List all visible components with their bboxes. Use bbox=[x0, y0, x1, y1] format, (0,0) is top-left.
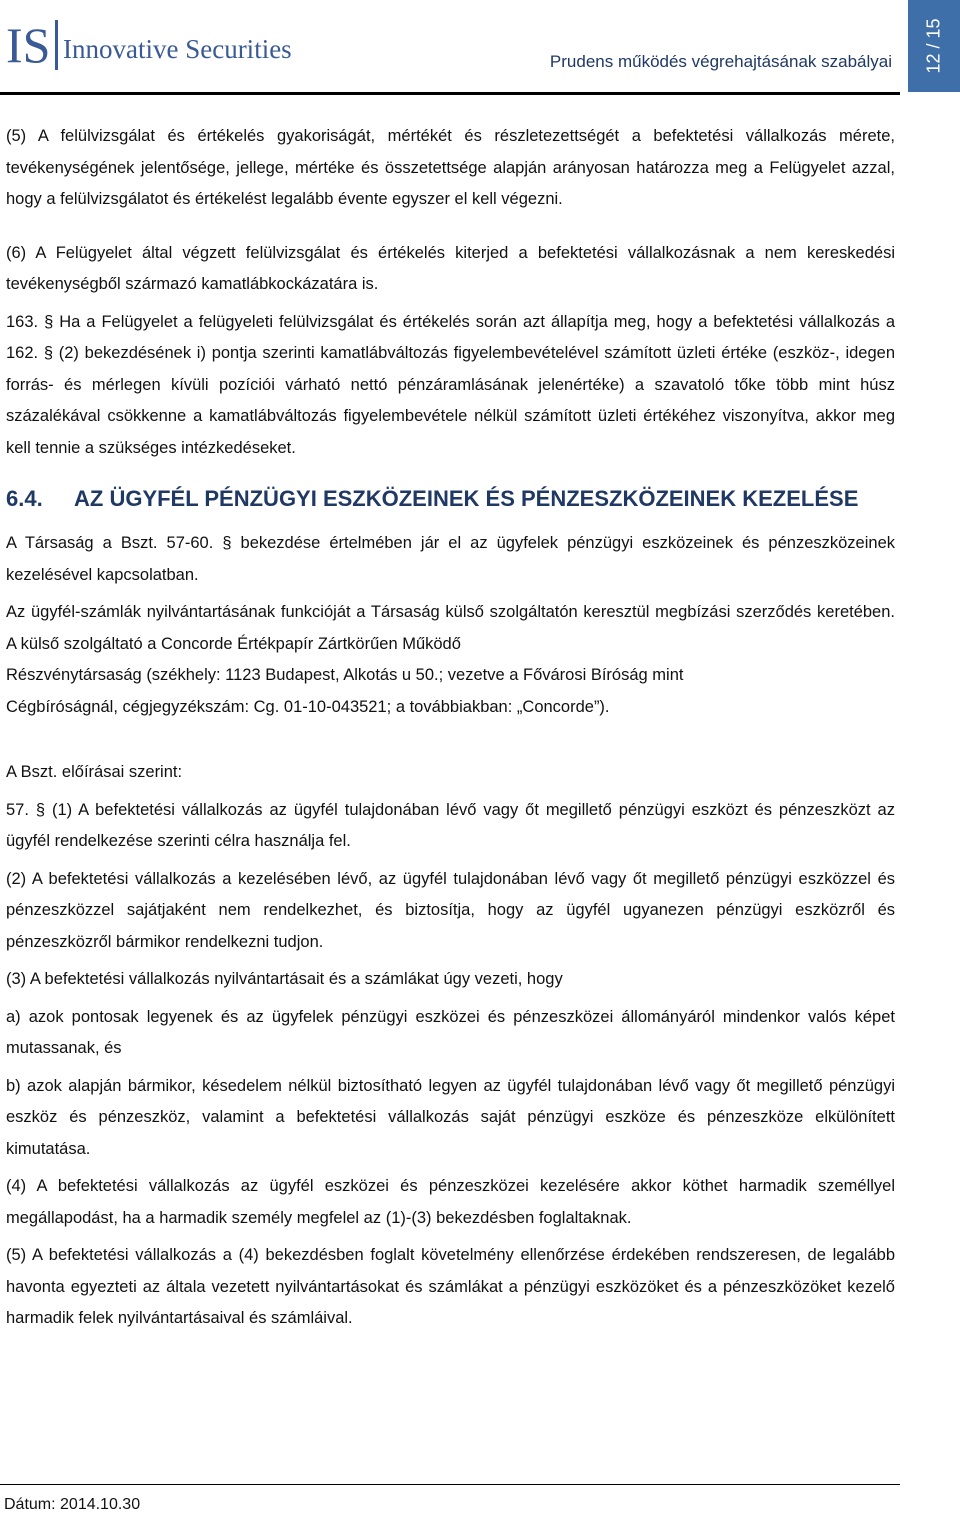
footer-divider bbox=[0, 1484, 900, 1485]
section-57-3a: a) azok pontosak legyenek és az ügyfelek pénzügyi eszközei és pénzeszközei állományáról mindenkor valós képet mutassanak, és bbox=[6, 1007, 895, 1057]
page-header bbox=[0, 0, 960, 92]
section-intro: A Társaság a Bszt. 57-60. § bekezdése értelmében jár el az ügyfelek pénzügyi eszközeinek és pénzeszközeinek kezelésével kapcsolatban. bbox=[6, 534, 895, 584]
section-57-3b: b) azok alapján bármikor, késedelem nélkül biztosítható legyen az ügyfél tulajdonában lévő vagy őt megillető pénzügyi eszköz és pénzeszköz, valamint a befektetési vállalkozás saját pénzügyi eszköze és pénzeszköze elkülönített kimutatása. bbox=[6, 1076, 895, 1158]
company-logo bbox=[6, 18, 336, 74]
section-57-5: (5) A befektetési vállalkozás a (4) bekezdésben foglalt követelmény ellenőrzése érdekében rendszeresen, de legalább havonta egyezteti az általa vezetett nyilvántartásokat és számlákat a pénzügyi eszközöket és a pénzeszközöket kezelő harmadik felek nyilvántartásaival és számláival. bbox=[6, 1246, 895, 1327]
footer-date: Dátum: 2014.10.30 bbox=[4, 1496, 141, 1513]
paragraph-6: (6) A Felügyelet által végzett felülvizsgálat és értékelés kiterjed a befektetési vállalkozásnak a nem kereskedési tevékenységből származó kamatlábkockázatára is. bbox=[6, 243, 895, 293]
section-heading bbox=[6, 482, 895, 516]
section-title: AZ ÜGYFÉL PÉNZÜGYI ESZKÖZEINEK ÉS PÉNZESZKÖZEINEK KEZELÉSE bbox=[74, 486, 859, 511]
concorde-paragraph-line-1: Az ügyfél-számlák nyilvántartásának funkcióját a Társaság külső szolgáltatón keresztül megbízási szerződés keretében. A külső szolgáltató a Concorde Értékpapír Zártkörűen Működő bbox=[6, 603, 895, 653]
section-57-4: (4) A befektetési vállalkozás az ügyfél eszközei és pénzeszközei kezelésére akkor köthet harmadik személlyel megállapodást, ha a harmadik személy megfelel az (1)-(3) bekezdésben foglaltaknak. bbox=[6, 1177, 895, 1227]
logo-divider bbox=[55, 20, 58, 70]
paragraph-163: 163. § Ha a Felügyelet a felügyeleti felülvizsgálat és értékelés során azt állapítja meg, hogy a befektetési vállalkozás a 162. § (2) bekezdésének i) pontja szerinti kamatlábváltozás figyelembevételével számított üzleti értéke (eszköz-, idegen forrás- és mérlegen kívüli pozíciói várható nettó pénzáramlásának jelenértéke) a szavatoló tőke több mint húsz százalékával csökkenne a kamatlábváltozás figyelembevétele nélkül számított üzleti értékéhez viszonyítva, akkor meg kell tennie a szükséges intézkedéseket. bbox=[6, 312, 895, 457]
logo-text: Innovative Securities bbox=[63, 34, 292, 64]
bszt-intro: A Bszt. előírásai szerint: bbox=[6, 763, 183, 781]
document-body bbox=[6, 121, 895, 1341]
page-number: 12 / 15 bbox=[923, 18, 944, 74]
page-number-tab bbox=[908, 0, 960, 92]
section-57-1: 57. § (1) A befektetési vállalkozás az ügyfél tulajdonában lévő vagy őt megillető pénzügyi eszközt és pénzeszközt az ügyfél rendelkezése szerinti célra használja fel. bbox=[6, 800, 895, 850]
document-title: Prudens működés végrehajtásának szabályai bbox=[549, 52, 892, 71]
header-divider bbox=[0, 92, 900, 95]
concorde-paragraph-line-2: Részvénytársaság (székhely: 1123 Budapest, Alkotás u 50.; vezetve a Fővárosi Bíróság mint bbox=[6, 666, 684, 684]
concorde-paragraph-line-3: Cégbíróságnál, cégjegyzékszám: Cg. 01-10-043521; a továbbiakban: „Concorde”). bbox=[6, 697, 610, 716]
logo-graphic bbox=[6, 18, 336, 74]
section-number: 6.4. bbox=[6, 486, 43, 511]
logo-initials: IS bbox=[6, 18, 51, 73]
section-57-2: (2) A befektetési vállalkozás a kezelésében lévő, az ügyfél tulajdonában lévő vagy őt megillető pénzügyi eszközzel és pénzeszközzel sajátjaként nem rendelkezhet, és biztosítja, hogy az ügyfél ugyanezen pénzügyi eszközről és pénzeszközről bármikor rendelkezni tudjon. bbox=[6, 869, 895, 951]
paragraph-5: (5) A felülvizsgálat és értékelés gyakoriságát, mértékét és részletezettségét a befektetési vállalkozás mérete, tevékenységének jelentősége, jellege, mértéke és összetettsége alapján arányosan határozza meg a Felügyelet azzal, hogy a felülvizsgálatot és értékelést legalább évente egyszer el kell végezni. bbox=[6, 127, 895, 208]
section-57-3: (3) A befektetési vállalkozás nyilvántartásait és a számlákat úgy vezeti, hogy bbox=[6, 970, 563, 988]
